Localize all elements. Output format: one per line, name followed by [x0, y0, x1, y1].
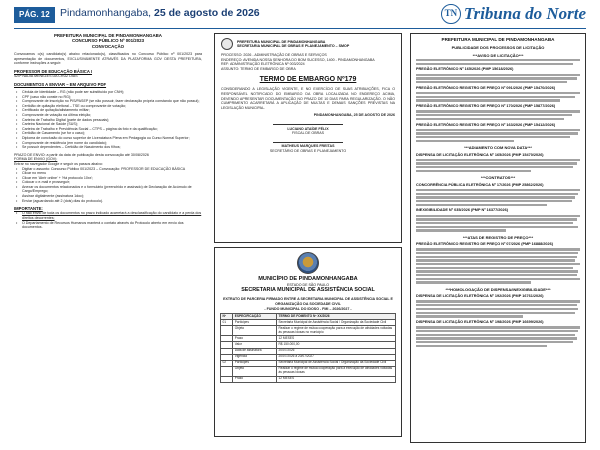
header-date-line	[60, 7, 260, 19]
embargo-title: TERMO DE EMBARGO Nº179	[259, 76, 357, 84]
table-cell: Nº	[221, 314, 233, 320]
embargo-place-date: PINDAMONHANGABA, 25 DE AGOSTO DE 2026	[313, 113, 395, 118]
list-item: • O não envio de toda os documentos no prazo indicado acarretará a desclassificação do candidato e a perda dos direitos decorrentes;	[14, 211, 202, 220]
parceria-extract	[214, 247, 402, 437]
adiamento-heading: ***ADIAMENTO COM NOVA DATA***	[464, 145, 532, 151]
fund-name: - FUNDO MUNICIPAL DO IDOSO - FMI – 2026/2027 -	[264, 306, 352, 311]
table-cell	[221, 366, 233, 376]
table-cell: Valor	[233, 342, 277, 348]
atas-heading: ***ATAS DE REGISTRO DE PREÇO***	[462, 234, 534, 240]
table-cell: Realizar o regime de mútua cooperação para a execução de atividades voltadas às pessoas idosas no município	[277, 326, 396, 336]
convocacao-intro: Convocamos o(s) candidato(s) abaixo relacionado(s), classificados no Concurso Público nº 001/2023 para apresentação de documentos, EXCLUSIVAMENTE ATRAVÉS DA PLATAFORMA GOV DESTA PREFEITURA, conforme instruções a seguir:	[14, 52, 202, 66]
municipal-seal-icon	[221, 38, 233, 50]
licitacao-item: PREGÃO ELETRÔNICO REGISTRO DE PREÇO Nº 170/2026 (PMP 15877/2026)	[416, 104, 556, 109]
embargo-body: CONSIDERANDO A LEGISLAÇÃO VIGENTE, E NO EXERCÍCIO DE SUAS ATRIBUIÇÕES, FICA O RESPONSÁVEL NOTIFICADO DO EMBARGO DA OBRA LOCALIZADA NO ENDEREÇO ACIMA, DEVENDO APRESENTAR DOCUMENTAÇÃO NO PRAZO DE 10 DIAS PARA REGULARIZAÇÃO. O NÃO CUMPRIMENTO ACARRETARÁ A APLICAÇÃO DE MULTAS E DEMAIS SANÇÕES PREVISTAS NA LEGISLAÇÃO MUNICIPAL.	[221, 87, 395, 110]
table-cell: Partícipes	[233, 360, 277, 366]
table-cell: R$ 150.000,00	[277, 342, 396, 348]
column-convocacao	[14, 33, 202, 443]
list-item: • Carteira Nacional de Saúde (SUS);	[14, 122, 202, 127]
page-number-badge: PÁG. 12	[14, 7, 55, 23]
list-item: • Clicar em 'Abrir online' + 'Há protocolo 10xx';	[14, 176, 202, 181]
list-item: • Carteira de Trabalho Digital (parte de dados pessoais);	[14, 118, 202, 123]
table-cell: Secretaria Municipal de Assistência Social / Organização da Sociedade Civil	[277, 360, 396, 366]
licitacao-item: INEXIGIBILIDADE Nº 035/2026 (PMP Nº 16377/2026)	[416, 208, 508, 213]
table-row	[221, 366, 396, 376]
list-item: • Comprovante de inscrição no PIS/PASEP (se não possuir, fazer declaração própria constando que não possui);	[14, 99, 202, 104]
embargo-org: PREFEITURA MUNICIPAL DE PINDAMONHANGABA	[237, 39, 326, 44]
form-intro: Entrar no navegador Google e seguir os passos abaixo:	[14, 161, 103, 166]
table-cell: Prazo	[233, 376, 277, 382]
list-item: • Assinar digitalmente (assinatura 1doc);	[14, 194, 202, 199]
table-cell: 20/07/2026	[277, 348, 396, 354]
list-item: • Anexar os documentos relacionados e o formulário (preenchido e assinado) de Declaração de Acúmulo de Cargo/Emprego;	[14, 185, 202, 194]
table-cell: Prazo	[233, 336, 277, 342]
convocacao-org-title: PREFEITURA MUNICIPAL DE PINDAMONHANGABA	[54, 33, 162, 38]
convocacao-candidate: 420ª NÁDIA MENEZES DA CRUZ DIAS	[14, 74, 78, 79]
header-city: Pindamonhangaba,	[60, 7, 152, 19]
brand-logo-icon: TN	[441, 4, 461, 24]
list-item: • Carteira de Trabalho e Previdência Social – CTPS – página da foto e da qualificação;	[14, 127, 202, 132]
licitacoes-box	[410, 33, 586, 443]
signer-name: MATHEUS MARQUES FREITAS	[281, 144, 335, 149]
embargo-line: ENDEREÇO: AVENIDA NOSSA SENHORA DO BOM SUCESSO, 1400 - PINDAMONHANGABA	[221, 57, 375, 62]
header-divider	[14, 28, 586, 29]
homologacao-heading: ***HOMOLOGAÇÃO DE DISPENSA/INEXIGIBILIDADE***	[445, 286, 551, 292]
contratos-heading: ***CONTRATOS***	[480, 175, 516, 181]
list-item: • Comprovante de votação na última eleição;	[14, 113, 202, 118]
list-item: • Comprovante de residência (em nome do candidato);	[14, 141, 202, 146]
page-header	[0, 0, 600, 30]
convocacao-role: PROFESSOR DE EDUCAÇÃO BÁSICA I	[14, 69, 93, 74]
table-cell: Vigência	[233, 354, 277, 360]
list-item: • Digitar o assunto: Concurso Público 001/2023 – Convocação: PROFESSOR DE EDUCAÇÃO BÁSICA	[14, 167, 202, 172]
signer-role: FISCAL DE OBRAS	[291, 131, 325, 136]
table-cell: Realizar o regime de mútua cooperação para a execução de atividades voltadas às pessoas idosas	[277, 366, 396, 376]
parceria-table	[220, 313, 396, 383]
signer-role: SECRETÁRIO DE OBRAS E PLANEJAMENTO	[269, 148, 347, 153]
header-date: 25 de agosto de 2026	[154, 7, 260, 19]
municipality-name: MUNICÍPIO DE PINDAMONHANGABA	[258, 276, 358, 282]
licitacao-item: PREGÃO ELETRÔNICO REGISTRO DE PREÇO Nº 091/2026 (PMP 15470/2026)	[416, 85, 556, 90]
table-cell	[221, 376, 233, 382]
aviso-heading: ***AVISO DE LICITAÇÃO***	[472, 52, 524, 58]
convocacao-contest: CONCURSO PÚBLICO Nº 001/2023	[71, 38, 145, 44]
licitacoes-subtitle: PUBLICIDADE DOS PROCESSOS DE LICITAÇÃO	[451, 44, 545, 50]
table-row	[221, 326, 396, 336]
licitacoes-org-title: PREFEITURA MUNICIPAL DE PINDAMONHANGABA	[441, 37, 555, 42]
list-item: • Enviar (aguardando até 2 (dois) dias do protocolo).	[14, 199, 202, 204]
table-cell: 12 MESES	[277, 376, 396, 382]
steps-list	[14, 167, 202, 204]
list-item: • Se possuir dependentes – Certidão de Nascimento dos filhos;	[14, 145, 202, 150]
documents-heading: DOCUMENTOS A ENVIAR – EM ARQUIVO PDF	[14, 81, 107, 87]
licitacao-item: PREGÃO ELETRÔNICO Nº 165/2026 (PMP 15618/2026)	[416, 67, 514, 72]
table-cell: 20/07/2026 a 20/07/2027	[277, 354, 396, 360]
secretariat-name: SECRETARIA MUNICIPAL DE ASSISTÊNCIA SOCIAL	[241, 287, 375, 294]
table-cell	[221, 326, 233, 336]
embargo-line: ASSUNTO: TERMO DE EMBARGO DE OBRA	[221, 66, 296, 71]
table-cell: 01	[221, 320, 233, 326]
column-embargo-parceria	[214, 33, 402, 443]
table-cell: ESPECIFICAÇÃO	[233, 314, 277, 320]
table-cell: Objeto	[233, 326, 277, 336]
list-item: • Cédula de Identidade – RG (não pode ser substituído por CNH);	[14, 90, 202, 95]
state-name: ESTADO DE SÃO PAULO	[286, 283, 329, 287]
form-heading: FORMA DE ENVIO (GOV):	[14, 157, 58, 162]
embargo-header	[221, 38, 395, 50]
table-cell: Data de assinatura	[233, 348, 277, 354]
extract-title: EXTRATO DE PARCERIA FIRMADO ENTRE A SECRETARIA MUNICIPAL DE ASSISTÊNCIA SOCIAL E ORGANIZAÇÃO DA SOCIEDADE CIVIL	[223, 297, 393, 306]
list-item: • O Departamento de Recursos Humanos manterá o contato através do Protocolo aberto em envio dos documentos.	[14, 221, 202, 230]
brand-name: Tribuna do Norte	[463, 4, 586, 23]
embargo-notice	[214, 33, 402, 243]
licitacao-item: DISPENSA DE LICITAÇÃO ELETRÔNICA Nº 198/2026 (PMP 16699/2026)	[416, 320, 544, 325]
important-heading: IMPORTANTE:	[14, 206, 43, 212]
list-item: • Clicar no menu	[14, 171, 202, 176]
list-item: • Colocar o e-mail e prosseguir;	[14, 180, 202, 185]
deadline-text: PRAZO DE ENVIO: a partir da data de publicação desta convocação até 30/08/2026	[14, 152, 149, 157]
list-item: • Certidão de quitação eleitoral – TSE ou comprovante de votação;	[14, 104, 202, 109]
list-item: • Diploma de conclusão do curso superior de Licenciatura Plena em Pedagogia ou Curso Normal Superior;	[14, 136, 202, 141]
table-cell: Partícipes	[233, 320, 277, 326]
licitacao-item: PREGÃO ELETRÔNICO REGISTRO DE PREÇO Nº 163/2026 (PMP 15412/2026)	[416, 122, 556, 127]
column-licitacoes	[410, 33, 586, 443]
licitacao-item: CONCORRÊNCIA PÚBLICA ELETRÔNICA Nº 17/2026 (PMP 25862/2026)	[416, 182, 544, 187]
table-row	[221, 376, 396, 382]
licitacao-item: PREGÃO ELETRÔNICO REGISTRO DE PREÇO Nº 07/2026 (PMP 16888/2026)	[416, 242, 553, 247]
embargo-org-sub: SECRETARIA MUNICIPAL DE OBRAS E PLANEJAMENTO – SMOP	[237, 44, 350, 48]
licitacao-item: DISPENSA DE LICITAÇÃO ELETRÔNICA Nº 165/2026 (PMP 15470/2026)	[416, 152, 544, 157]
convocacao-heading: CONVOCAÇÃO	[91, 43, 125, 49]
list-item: • Certificado de quitação/alistamento militar;	[14, 108, 202, 113]
table-cell: Secretaria Municipal de Assistência Social / Organização da Sociedade Civil	[277, 320, 396, 326]
municipal-crest-icon	[297, 252, 319, 274]
table-cell: 12 MESES	[277, 336, 396, 342]
table-cell: Objeto	[233, 366, 277, 376]
embargo-line: PROCESSO: 2026 - ADMINISTRAÇÃO DE OBRAS E SERVIÇOS	[221, 53, 327, 57]
signature-block	[221, 142, 395, 154]
table-cell: 02	[221, 360, 233, 366]
list-item: • Certidão de Casamento (se for o caso);	[14, 131, 202, 136]
newspaper-brand[interactable]	[441, 4, 586, 24]
signature-block	[221, 124, 395, 136]
licitacao-item: DISPENSA DE LICITAÇÃO ELETRÔNICA Nº 192/2026 (PMP 16761/2026)	[416, 294, 544, 299]
embargo-line: REF: ADMINISTRAÇÃO ELETRÔNICA Nº 003/2024	[221, 62, 305, 67]
list-item: • CPF (caso não conste no RG);	[14, 95, 202, 100]
table-cell: TERMO DE FOMENTO Nº XX/2026	[277, 314, 396, 320]
signer-name: LUCIANO ATAÍDE FÉLIX	[287, 126, 329, 131]
documents-list	[14, 90, 202, 150]
